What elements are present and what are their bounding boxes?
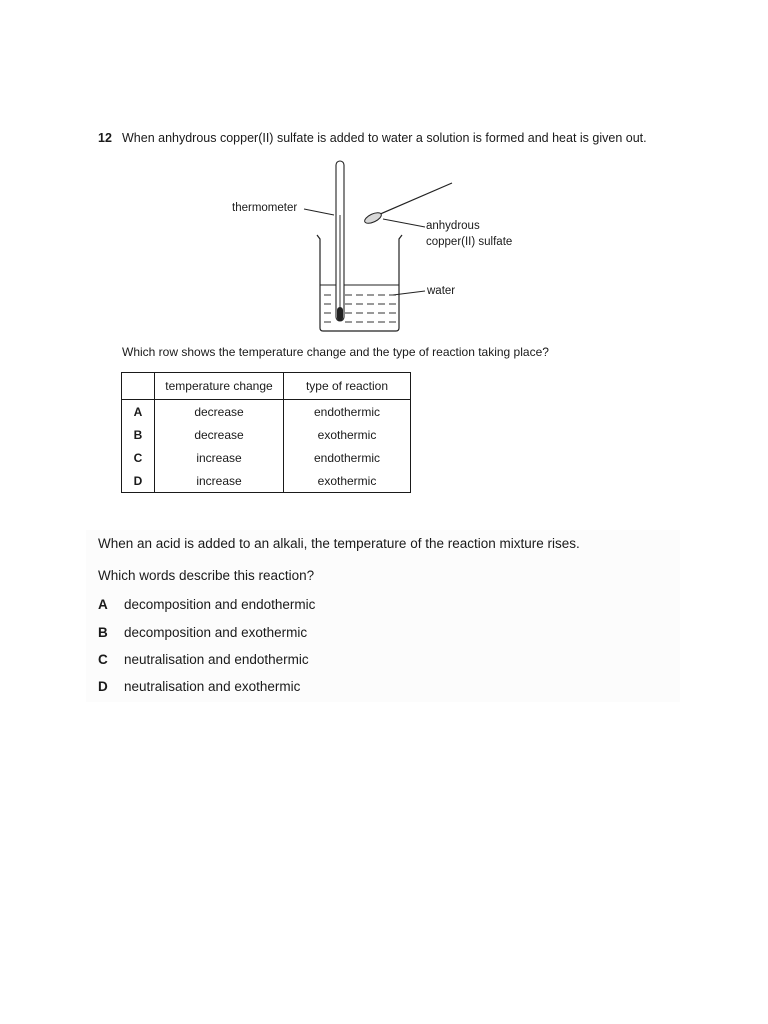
row-letter: D (122, 469, 155, 493)
option-text: neutralisation and endothermic (124, 652, 309, 667)
spatula-bowl (363, 211, 383, 226)
row-letter: B (122, 423, 155, 446)
row-temperature-change: increase (155, 469, 284, 493)
table-header-temperature: temperature change (155, 373, 284, 400)
thermometer-leader (304, 209, 334, 215)
table-header-reaction: type of reaction (284, 373, 411, 400)
option-letter: C (98, 652, 108, 667)
copper-sulfate-label: copper(II) sulfate (426, 236, 513, 248)
second-question-prompt: Which words describe this reaction? (98, 568, 315, 583)
table-header-letter (122, 373, 155, 400)
table-row (122, 423, 411, 446)
row-temperature-change: decrease (155, 423, 284, 446)
option-d (98, 679, 300, 694)
spatula-handle (378, 183, 452, 215)
row-temperature-change: decrease (155, 400, 284, 424)
question-stem-text: When anhydrous copper(II) sulfate is added to water a solution is formed and heat is given out. (122, 131, 647, 145)
row-reaction-type: exothermic (317, 473, 377, 488)
answer-table (121, 372, 411, 493)
option-b (98, 625, 307, 640)
water-label: water (427, 285, 456, 297)
anhydrous-label: anhydrous (426, 220, 480, 232)
thermometer-bulb (337, 307, 343, 321)
question-12-prompt: Which row shows the temperature change and the type of reaction taking place? (122, 345, 549, 359)
option-text: decomposition and endothermic (124, 597, 316, 612)
second-question-stem: When an acid is added to an alkali, the temperature of the reaction mixture rises. (98, 536, 580, 551)
beaker (317, 235, 402, 331)
table-row (122, 469, 411, 493)
water-leader (393, 291, 425, 295)
water-dashes (324, 295, 396, 322)
thermometer-label: thermometer (232, 202, 298, 214)
question-12-stem (98, 131, 647, 145)
apparatus-diagram (220, 155, 540, 340)
option-letter: A (98, 597, 108, 612)
row-letter: C (122, 446, 155, 469)
table-row (122, 446, 411, 469)
table-header-row (122, 373, 411, 400)
row-letter: A (122, 400, 155, 424)
second-question-block (86, 530, 680, 702)
row-reaction-type: exothermic (317, 427, 377, 442)
option-letter: D (98, 679, 108, 694)
option-a (98, 597, 315, 612)
sulfate-leader (383, 219, 425, 227)
row-reaction-type: endothermic (313, 450, 381, 465)
option-letter: B (98, 625, 108, 640)
row-reaction-type: endothermic (313, 404, 381, 419)
option-c (98, 652, 309, 667)
table-row (122, 400, 411, 424)
option-text: neutralisation and exothermic (124, 679, 301, 694)
question-number: 12 (98, 131, 112, 145)
option-text: decomposition and exothermic (124, 625, 308, 640)
row-temperature-change: increase (155, 446, 284, 469)
